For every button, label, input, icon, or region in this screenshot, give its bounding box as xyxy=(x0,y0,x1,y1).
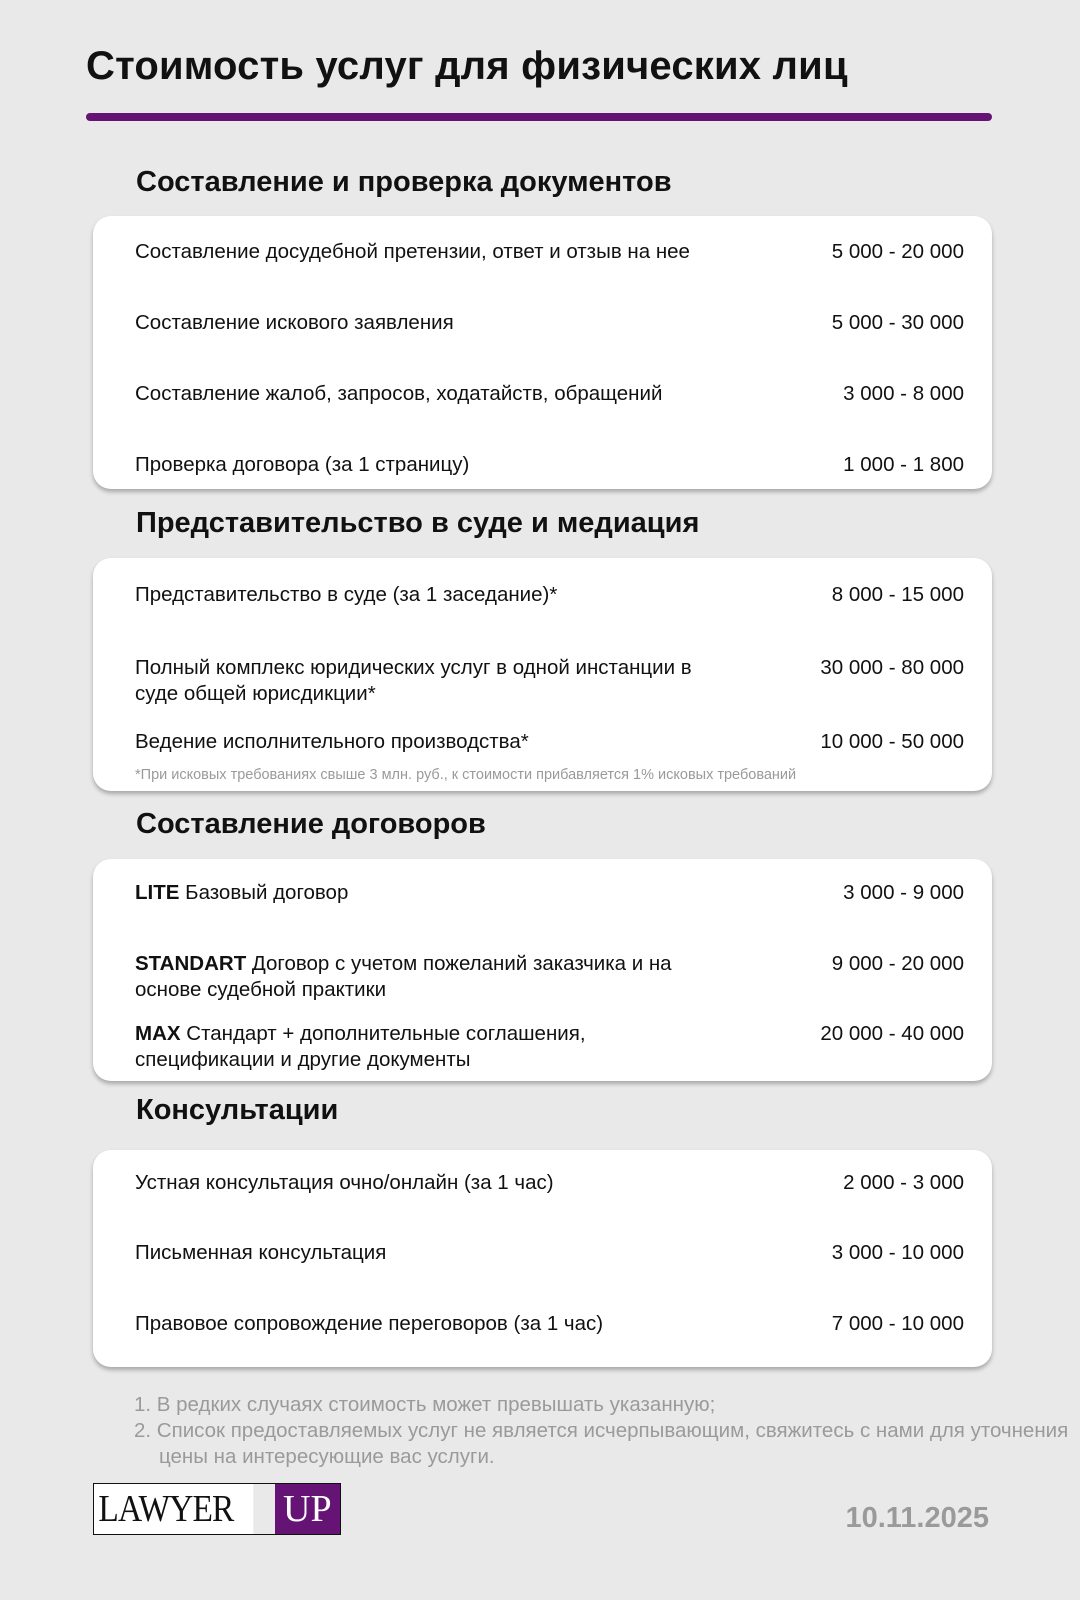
tier-label: STANDART xyxy=(135,952,247,975)
price-row xyxy=(135,1021,964,1081)
price-card xyxy=(93,558,992,791)
price-row xyxy=(135,310,964,370)
service-price: 10 000 - 50 000 xyxy=(820,730,964,753)
price-card xyxy=(93,859,992,1081)
logo-text-right: UP xyxy=(275,1484,340,1534)
price-card xyxy=(93,216,992,489)
service-text: Базовый договор xyxy=(185,881,349,904)
service-text: Правовое сопровождение переговоров (за 1 час) xyxy=(135,1312,604,1335)
service-text: Полный комплекс юридических услуг в одной инстанции в суде общей юрисдикции* xyxy=(135,656,692,705)
price-row xyxy=(135,655,964,715)
service-label xyxy=(135,951,725,1003)
price-row xyxy=(135,880,964,940)
service-label xyxy=(135,1170,725,1196)
footnotes xyxy=(134,1392,1080,1470)
service-price: 2 000 - 3 000 xyxy=(843,1171,964,1194)
price-row xyxy=(135,951,964,1011)
section-heading: Составление и проверка документов xyxy=(136,166,672,198)
service-price: 8 000 - 15 000 xyxy=(831,583,964,606)
price-row xyxy=(135,1170,964,1230)
service-price: 3 000 - 9 000 xyxy=(843,881,964,904)
price-row xyxy=(135,381,964,441)
section-heading: Консультации xyxy=(136,1094,339,1126)
service-label xyxy=(135,239,725,265)
price-row xyxy=(135,1311,964,1371)
service-label xyxy=(135,1311,725,1337)
service-price: 3 000 - 10 000 xyxy=(831,1241,964,1264)
service-price: 7 000 - 10 000 xyxy=(831,1312,964,1335)
service-text: Проверка договора (за 1 страницу) xyxy=(135,453,470,476)
service-text: Письменная консультация xyxy=(135,1241,387,1264)
footnote: 1. В редких случаях стоимость может превышать указанную; xyxy=(134,1393,716,1416)
service-label xyxy=(135,1240,725,1266)
date: 10.11.2025 xyxy=(845,1502,989,1534)
price-row xyxy=(135,582,964,642)
service-price: 5 000 - 20 000 xyxy=(831,240,964,263)
price-card xyxy=(93,1150,992,1367)
service-label xyxy=(135,310,725,336)
logo-text-left: LAWYER xyxy=(94,1484,253,1534)
service-text: Договор с учетом пожеланий заказчика и на основе судебной практики xyxy=(135,952,672,1001)
service-text: Составление искового заявления xyxy=(135,311,454,334)
service-label xyxy=(135,381,725,407)
page-title: Стоимость услуг для физических лиц xyxy=(86,44,848,88)
service-price: 3 000 - 8 000 xyxy=(843,382,964,405)
service-price: 30 000 - 80 000 xyxy=(820,656,964,679)
service-text: Составление досудебной претензии, ответ и отзыв на нее xyxy=(135,240,690,263)
service-label xyxy=(135,880,725,906)
footnote: 2. Список предоставляемых услуг не является исчерпывающим, свяжитесь с нами для уточнения цены на интересующие вас услуги. xyxy=(134,1419,1069,1468)
service-text: Представительство в суде (за 1 заседание)* xyxy=(135,583,558,606)
service-label xyxy=(135,582,725,608)
title-underline xyxy=(86,113,992,121)
service-label xyxy=(135,1021,725,1073)
tier-label: MAX xyxy=(135,1022,181,1045)
service-text: Ведение исполнительного производства* xyxy=(135,730,529,753)
service-price: 1 000 - 1 800 xyxy=(843,453,964,476)
service-label xyxy=(135,729,725,755)
service-price: 5 000 - 30 000 xyxy=(831,311,964,334)
section-note: *При исковых требованиях свыше 3 млн. руб., к стоимости прибавляется 1% исковых требований xyxy=(135,767,797,783)
service-text: Устная консультация очно/онлайн (за 1 час) xyxy=(135,1171,554,1194)
service-label xyxy=(135,452,725,478)
service-price: 20 000 - 40 000 xyxy=(820,1022,964,1045)
service-label xyxy=(135,655,725,707)
price-row xyxy=(135,239,964,299)
service-text: Составление жалоб, запросов, ходатайств, обращений xyxy=(135,382,663,405)
section-heading: Составление договоров xyxy=(136,808,486,840)
lawyer-up-logo xyxy=(93,1483,341,1535)
service-price: 9 000 - 20 000 xyxy=(831,952,964,975)
section-heading: Представительство в суде и медиация xyxy=(136,507,700,539)
price-row xyxy=(135,452,964,512)
service-text: Стандарт + дополнительные соглашения, спецификации и другие документы xyxy=(135,1022,586,1071)
price-row xyxy=(135,1240,964,1300)
tier-label: LITE xyxy=(135,881,180,904)
